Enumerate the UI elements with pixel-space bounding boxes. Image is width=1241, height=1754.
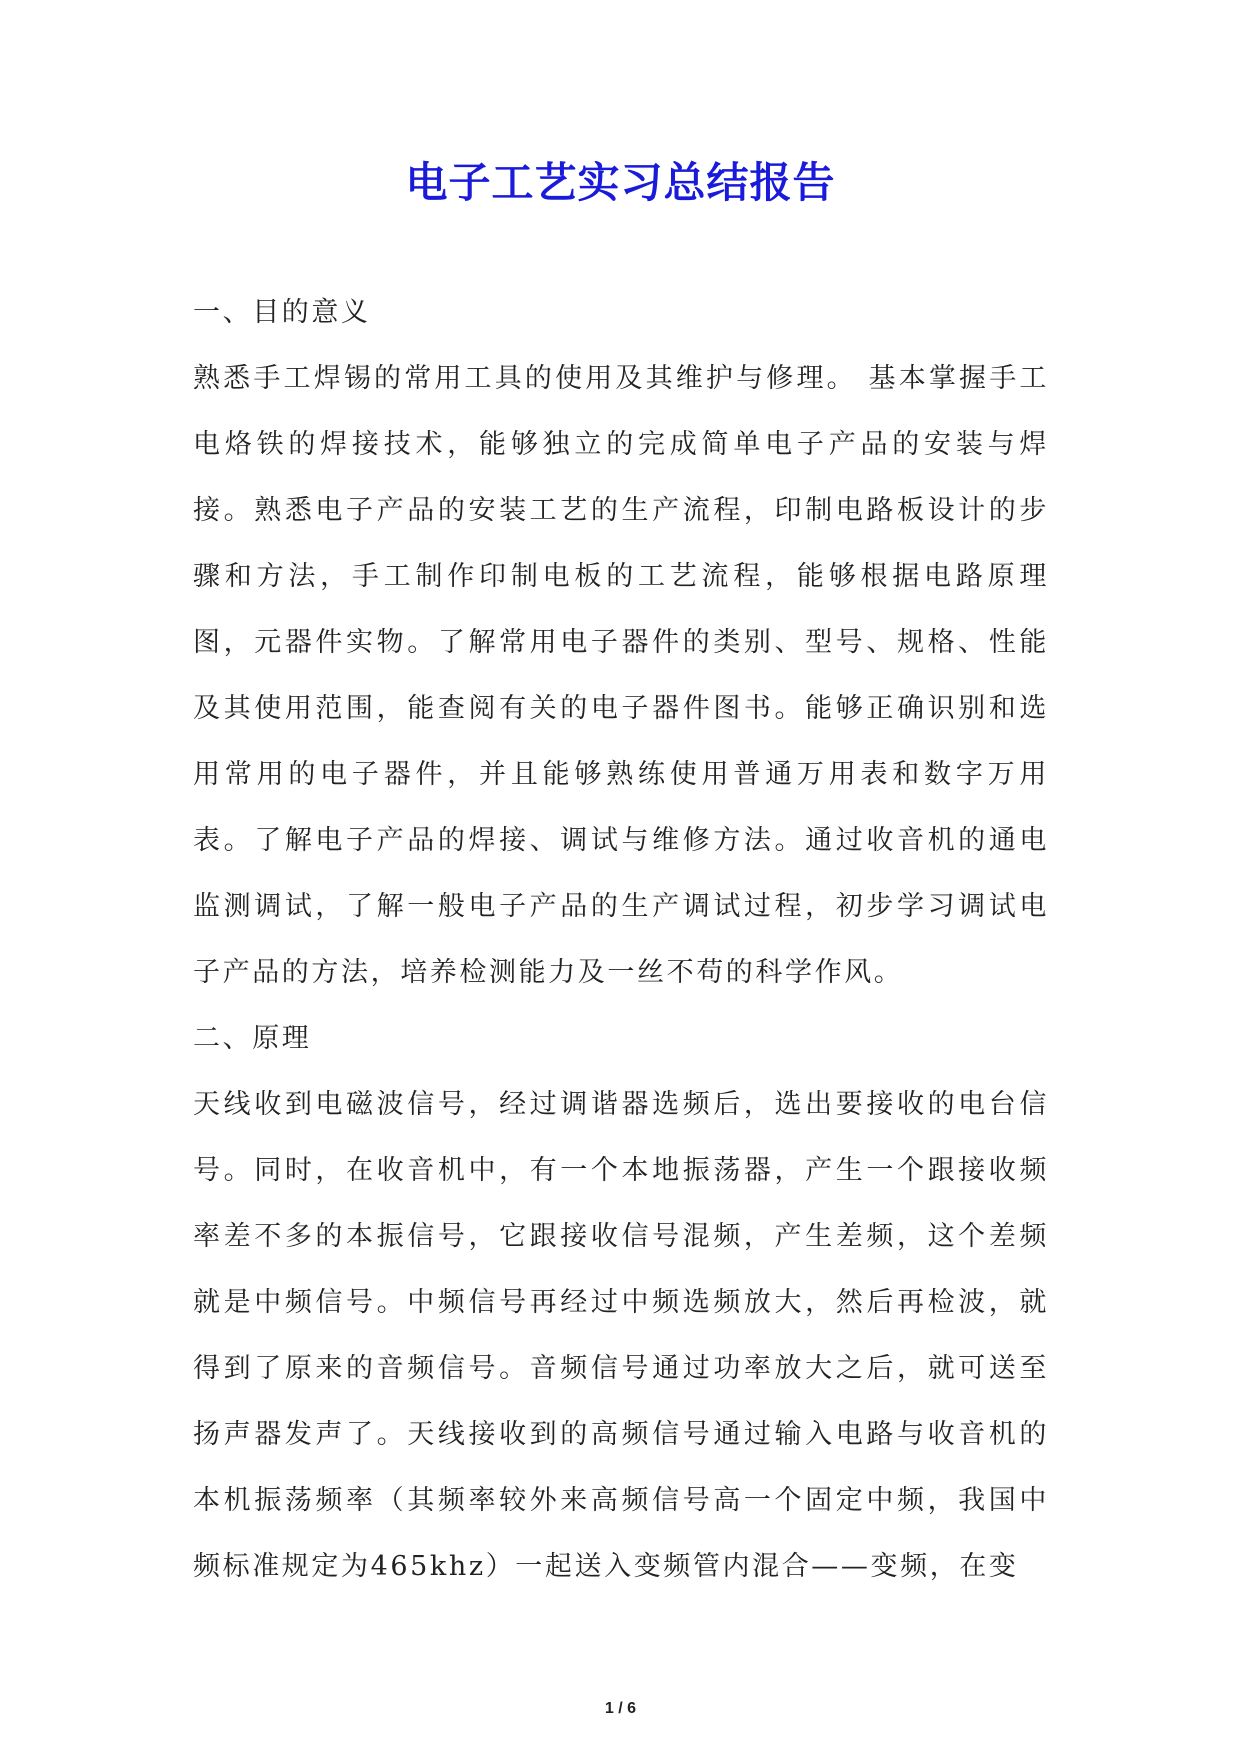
page-number: 1 / 6 xyxy=(604,1700,637,1717)
document-title: 电子工艺实习总结报告 xyxy=(405,158,836,207)
section-body-principle: 天线收到电磁波信号，经过调谐器选频后，选出要接收的电台信号。同时，在收音机中，有一个本地振荡器，产生一个跟接收频率差不多的本振信号，它跟接收信号混频，产生差频，这个差频就是中频信号。中频信号再经过中频选频放大，然后再检波，就得到了原来的音频信号。音频信号通过功率放大之后，就可送至扬声器发声了。天线接收到的高频信号通过输入电路与收音机的本机振荡频率（其频率较外来高频信号高一个固定中频，我国中频标准规定为465khz）一起送入变频管内混合——变频，在变 xyxy=(193,1089,1049,1582)
document-body xyxy=(193,280,1049,1600)
section-heading-purpose: 一、目的意义 xyxy=(193,297,371,328)
section-body-purpose: 熟悉手工焊锡的常用工具的使用及其维护与修理。 基本掌握手工电烙铁的焊接技术，能够独立的完成简单电子产品的安装与焊接。熟悉电子产品的安装工艺的生产流程，印制电路板设计的步骤和方法，手工制作印制电板的工艺流程，能够根据电路原理图，元器件实物。了解常用电子器件的类别、型号、规格、性能及其使用范围，能查阅有关的电子器件图书。能够正确识别和选用常用的电子器件，并且能够熟练使用普通万用表和数字万用表。了解电子产品的焊接、调试与维修方法。通过收音机的通电监测调试，了解一般电子产品的生产调试过程，初步学习调试电子产品的方法，培养检测能力及一丝不苟的科学作风。 xyxy=(193,363,1049,988)
section-heading-principle: 二、原理 xyxy=(193,1023,312,1054)
